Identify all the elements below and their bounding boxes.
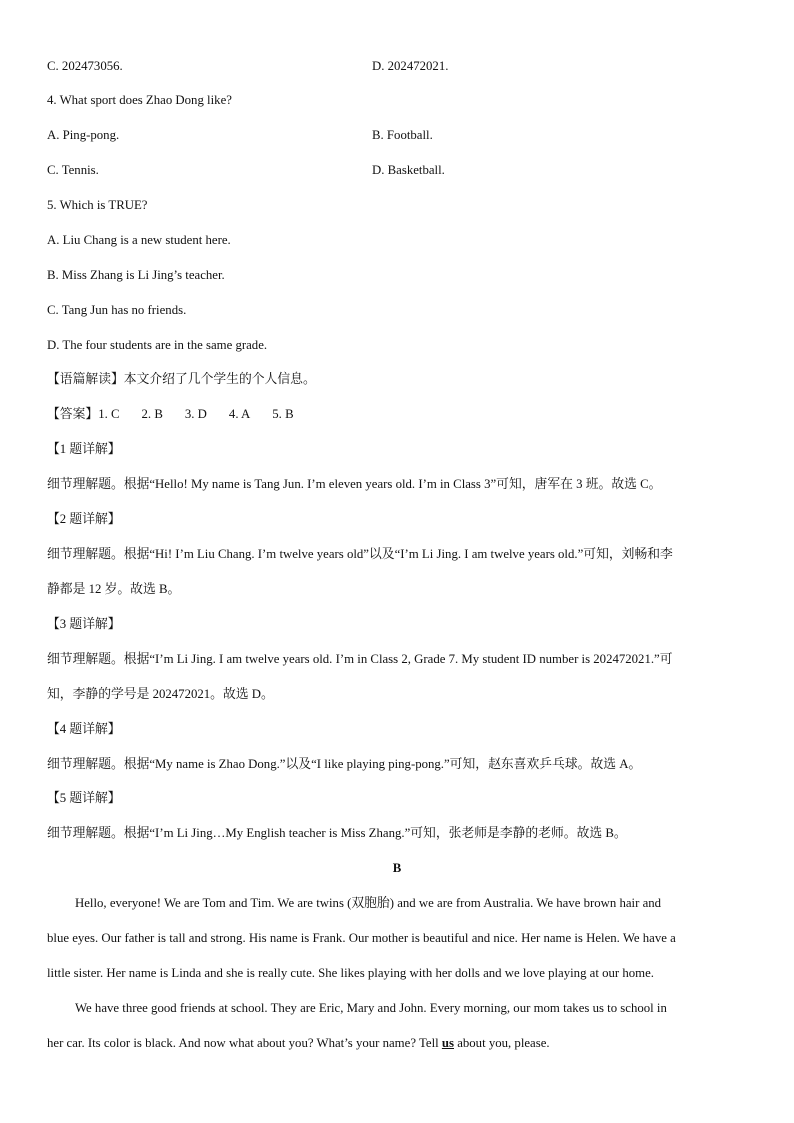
answer-label: 【答案】 [47, 407, 99, 421]
underlined-word: us [441, 1036, 454, 1050]
passage-b-p1-line3: little sister. Her name is Linda and she is really cute. She likes playing with her dolls and we love playing at our home. [47, 966, 655, 980]
detail-2-text: 细节理解题。根据“Hi! I’m Liu Chang. I’m twelve years old”以及“I’m Li Jing. I am twelve years old.”可知，刘畅和李 [47, 547, 673, 561]
q5-option-a: A. Liu Chang is a new student here. [47, 233, 231, 247]
q5-option-b: B. Miss Zhang is Li Jing’s teacher. [47, 268, 225, 282]
q3-option-c: C. 202473056. [47, 59, 123, 73]
detail-5-text: 细节理解题。根据“I’m Li Jing…My English teacher is Miss Zhang.”可知，张老师是李静的老师。故选 B。 [47, 826, 627, 840]
q4-option-b: B. Football. [372, 128, 433, 142]
detail-3-text-cont: 知，李静的学号是 202472021。故选 D。 [47, 687, 274, 701]
reading-note: 【语篇解读】本文介绍了几个学生的个人信息。 [47, 372, 316, 386]
q5-question: 5. Which is TRUE? [47, 198, 148, 212]
passage-b-p1-line2: blue eyes. Our father is tall and strong. His name is Frank. Our mother is beautiful and nice. Her name is Helen. We have a [47, 931, 676, 945]
q4-option-a: A. Ping-pong. [47, 128, 120, 142]
passage-text: her car. Its color is black. And now what about you? What’s your name? Tell [47, 1036, 442, 1050]
answer-item: 5. B [272, 407, 294, 421]
detail-2-text-cont: 静都是 12 岁。故选 B。 [47, 582, 181, 596]
detail-3-text: 细节理解题。根据“I’m Li Jing. I am twelve years old. I’m in Class 2, Grade 7. My student ID number is 202472021.”可 [47, 652, 673, 666]
answer-item: 3. D [184, 407, 207, 421]
detail-1-text: 细节理解题。根据“Hello! My name is Tang Jun. I’m eleven years old. I’m in Class 3”可知，唐军在 3 班。故选 C。 [47, 477, 662, 491]
passage-b-p1-line1: Hello, everyone! We are Tom and Tim. We are twins (双胞胎) and we are from Australia. We have brown hair and [75, 896, 662, 910]
q4-option-c: C. Tennis. [47, 163, 99, 177]
passage-b-p2-line1: We have three good friends at school. They are Eric, Mary and John. Every morning, our mom takes us to school in [75, 1001, 667, 1015]
detail-1-heading: 【1 题详解】 [47, 442, 121, 456]
answer-item: 1. C [98, 407, 120, 421]
answer-key [47, 405, 294, 423]
detail-2-heading: 【2 题详解】 [47, 512, 121, 526]
q3-option-d: D. 202472021. [372, 59, 449, 73]
passage-b-title: B [392, 861, 402, 875]
q4-question: 4. What sport does Zhao Dong like? [47, 93, 232, 107]
q4-option-d: D. Basketball. [372, 163, 445, 177]
detail-4-heading: 【4 题详解】 [47, 722, 121, 736]
answer-item: 2. B [141, 407, 163, 421]
passage-b-p2-line2 [47, 1034, 550, 1052]
detail-5-heading: 【5 题详解】 [47, 791, 121, 805]
passage-text: about you, please. [454, 1036, 550, 1050]
detail-3-heading: 【3 题详解】 [47, 617, 121, 631]
answer-item: 4. A [228, 407, 251, 421]
detail-4-text: 细节理解题。根据“My name is Zhao Dong.”以及“I like playing ping-pong.”可知，赵东喜欢乒乓球。故选 A。 [47, 757, 642, 771]
q5-option-c: C. Tang Jun has no friends. [47, 303, 187, 317]
q5-option-d: D. The four students are in the same grade. [47, 338, 268, 352]
